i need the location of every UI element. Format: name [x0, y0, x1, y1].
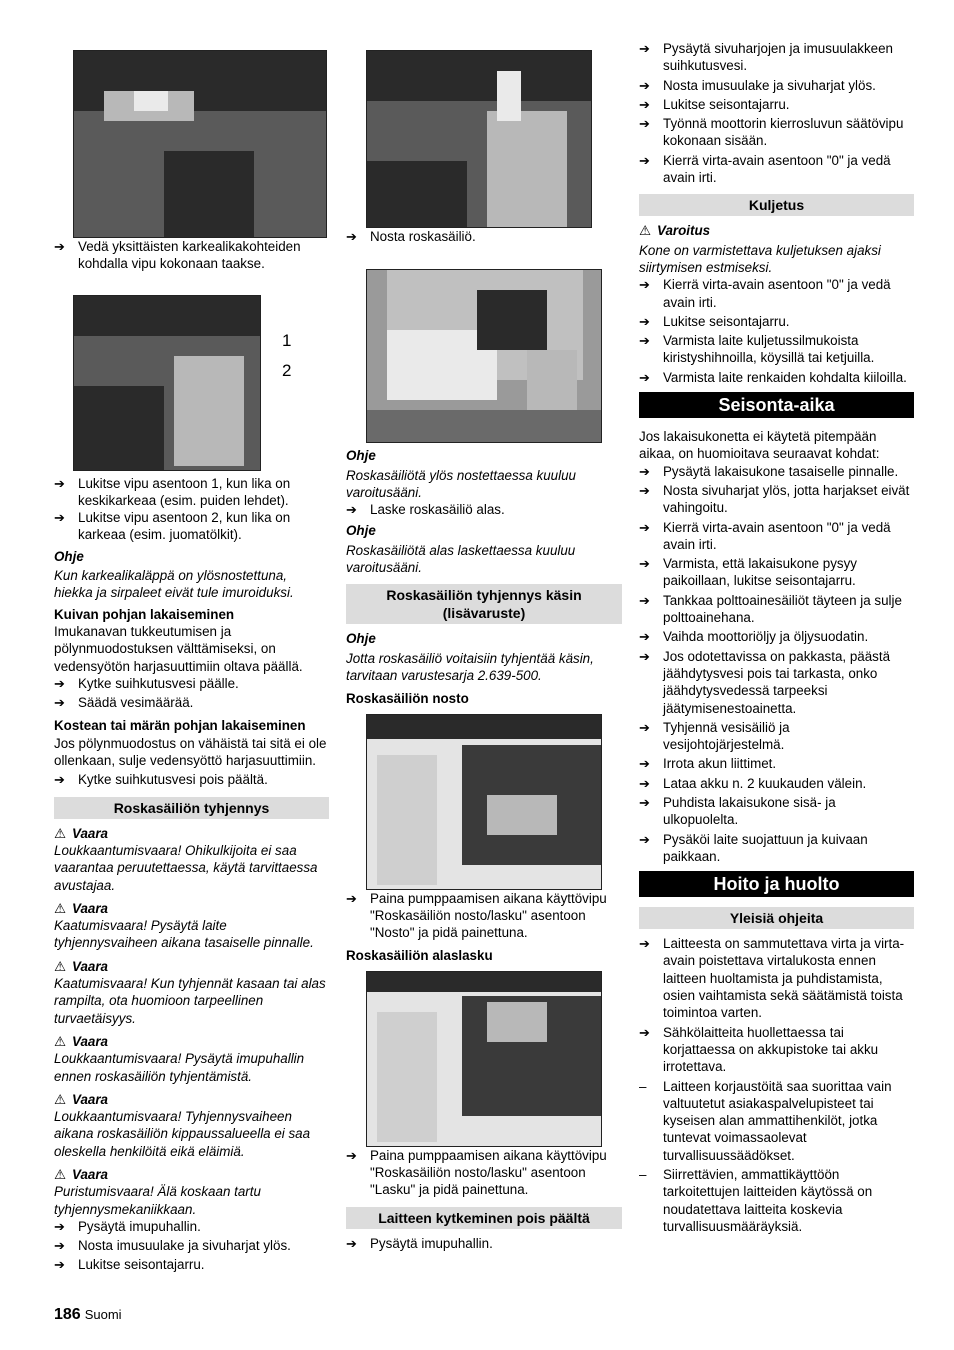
step: ➔ Nosta imusuulake ja sivuharjat ylös.: [54, 1238, 291, 1254]
paragraph: Imukanavan tukkeutumisen ja pölynmuodostuksen välttämiseksi, on vedensyötön harjasuuttimiin oltava päällä.: [54, 623, 303, 674]
arrow-right-icon: ➔: [639, 592, 650, 608]
arrow-right-icon: ➔: [639, 152, 650, 168]
page-footer: [54, 1306, 122, 1323]
arrow-right-icon: ➔: [639, 831, 650, 847]
step: ➔ Varmista laite renkaiden kohdalta kiiloilla.: [639, 369, 907, 385]
arrow-right-icon: ➔: [639, 629, 650, 645]
arrow-right-icon: ➔: [639, 116, 650, 132]
note-heading: Ohje: [346, 448, 376, 464]
arrow-right-icon: ➔: [639, 519, 650, 535]
step: ➔ Nosta roskasäiliö.: [346, 229, 476, 244]
step: ➔ Vedä yksittäisten karkealikakohteiden kohdalla vipu kokonaan taakse.: [54, 239, 301, 272]
arrow-right-icon: ➔: [639, 1024, 650, 1040]
section-bar: Laitteen kytkeminen pois päältä: [346, 1207, 622, 1229]
arrow-right-icon: ➔: [54, 675, 65, 691]
paragraph: Jos pölynmuodostus on vähäistä tai sitä ei ole ollenkaan, sulje vedensyöttö harjasuuttimiin.: [54, 735, 327, 769]
step: ➔ Kierrä virta-avain asentoon "0" ja vedä avain irti.: [639, 152, 891, 186]
arrow-right-icon: ➔: [639, 936, 650, 952]
step: ➔ Kierrä virta-avain asentoon "0" ja vedä avain irti.: [639, 519, 891, 552]
warning-triangle-icon: ⚠: [54, 1033, 67, 1049]
arrow-right-icon: ➔: [54, 1218, 65, 1234]
warning-heading: ⚠ Vaara: [54, 1033, 109, 1049]
section-heading: Kostean tai märän pohjan lakaiseminen: [54, 718, 306, 734]
note-text: Jotta roskasäiliö voitaisiin tyhjentää käsin, tarvitaan varustesarja 2.639-500.: [346, 650, 594, 683]
note-heading: Ohje: [346, 523, 376, 539]
callout-label-1: 1: [282, 331, 292, 350]
arrow-right-icon: ➔: [54, 475, 65, 491]
step: ➔ Irrota akun liittimet.: [639, 756, 777, 772]
section-heading: Roskasäiliön alaslasku: [346, 948, 493, 964]
arrow-right-icon: ➔: [639, 77, 650, 93]
arrow-right-icon: ➔: [639, 556, 650, 572]
list-item: – Siirrettävien, ammattikäyttöön tarkoitettujen laitteiden käytössä on noudatettava laitteita koskevia turvallisuusmääräyksiä.: [639, 1167, 873, 1234]
step: ➔ Varmista, että lakaisukone pysyy paikoillaan, lukitse seisontajarru.: [639, 556, 858, 589]
step: ➔ Lukitse seisontajarru.: [639, 313, 790, 329]
arrow-right-icon: ➔: [639, 775, 650, 791]
arrow-right-icon: ➔: [54, 1257, 65, 1273]
arrow-right-icon: ➔: [639, 369, 650, 385]
photo-sweeper-hopper-raised: [366, 269, 602, 443]
warning-text: Loukkaantumisvaara! Tyhjennysvaiheen aikana roskasäiliön kippaussalueella ei saa oleskella henkilöitä eikä eläimiä.: [54, 1109, 311, 1159]
arrow-right-icon: ➔: [346, 229, 357, 244]
warning-text: Kaatumisvaara! Kun tyhjennät kasaan tai alas rampilta, ota huomioon tarpeellinen turvaetäisyys.: [54, 976, 326, 1026]
warning-heading: ⚠ Vaara: [54, 958, 109, 974]
section-bar: Kuljetus: [639, 194, 914, 216]
warning-text: Puristumisvaara! Älä koskaan tartu tyhjennysmekaniikkaan.: [54, 1184, 261, 1217]
photo-lever-positions: [73, 295, 261, 471]
step: ➔ Lukitse vipu asentoon 1, kun lika on keskikarkeaa (esim. puiden lehdet).: [54, 475, 291, 508]
section-heading: Kuivan pohjan lakaiseminen: [54, 606, 235, 622]
warning-text: Loukkaantumisvaara! Pysäytä imupuhallin ennen roskasäiliön tyhjentämistä.: [54, 1051, 305, 1084]
step: ➔ Kytke suihkutusvesi pois päältä.: [54, 772, 268, 788]
chapter-bar: Seisonta-aika: [639, 392, 914, 418]
photo-lever-pull-back: [73, 50, 327, 238]
warning-triangle-icon: ⚠: [54, 825, 67, 841]
arrow-right-icon: ➔: [639, 756, 650, 772]
section-heading: Roskasäiliön nosto: [346, 691, 469, 707]
section-bar: Roskasäiliön tyhjennys käsin (lisävaruste): [346, 584, 622, 624]
photo-manual-lower-lever: [366, 971, 602, 1147]
list-item: – Laitteen korjaustöitä saa suorittaa vain valtuutetut asiakaspalvelupisteet tai kyseisen alan ammattihenkilöt, jotka tuntevat voimassaolevat turvallisuussäädökset.: [639, 1078, 892, 1163]
arrow-right-icon: ➔: [54, 510, 65, 526]
warning-triangle-icon: ⚠: [54, 1166, 67, 1182]
step: ➔ Kytke suihkutusvesi päälle.: [54, 675, 239, 691]
paragraph: Jos lakaisukonetta ei käytetä pitempään aikaa, on huomioitava seuraavat kohdat:: [639, 429, 880, 462]
warning-triangle-icon: ⚠: [54, 958, 67, 974]
step: ➔ Lukitse seisontajarru.: [639, 96, 790, 112]
warning-text: Kone on varmistettava kuljetuksen ajaksi siirtymisen estmiseksi.: [639, 242, 881, 275]
step: ➔ Paina pumppaamisen aikana käyttövipu "Roskasäiliön nosto/lasku" asentoon "Lasku" ja pidä painettuna.: [346, 1147, 607, 1198]
arrow-right-icon: ➔: [639, 648, 650, 664]
note-text: Roskasäiliötä alas laskettaessa kuuluu varoitusääni.: [346, 542, 576, 576]
arrow-right-icon: ➔: [639, 96, 650, 112]
section-bar: Roskasäiliön tyhjennys: [54, 797, 329, 819]
arrow-right-icon: ➔: [639, 719, 650, 735]
arrow-right-icon: ➔: [639, 482, 650, 498]
step: ➔ Nosta sivuharjat ylös, jotta harjakset eivät vahingoitu.: [639, 482, 910, 516]
arrow-right-icon: ➔: [639, 463, 650, 479]
arrow-right-icon: ➔: [346, 1235, 357, 1251]
column-3: [639, 40, 914, 1235]
step: ➔ Pysäytä imupuhallin.: [346, 1235, 493, 1251]
arrow-right-icon: ➔: [639, 794, 650, 810]
step: ➔ Laske roskasäiliö alas.: [346, 502, 505, 518]
arrow-right-icon: ➔: [346, 890, 357, 906]
step: ➔ Pysäytä lakaisukone tasaiselle pinnalle.: [639, 463, 899, 479]
step: ➔ Kierrä virta-avain asentoon "0" ja vedä avain irti.: [639, 277, 891, 310]
warning-heading: ⚠ Vaara: [54, 1091, 109, 1107]
note-text: Roskasäiliötä ylös nostettaessa kuuluu varoitusääni.: [346, 467, 577, 500]
step: ➔ Työnnä moottorin kierrosluvun säätövipu kokonaan sisään.: [639, 116, 904, 149]
arrow-right-icon: ➔: [54, 239, 65, 254]
step: ➔ Vaihda moottoriöljy ja öljysuodatin.: [639, 629, 869, 645]
step: ➔ Tyhjennä vesisäiliö ja vesijohtojärjestelmä.: [639, 719, 790, 753]
warning-heading: ⚠ Vaara: [54, 1166, 109, 1182]
warning-heading: ⚠ Vaara: [54, 900, 109, 916]
arrow-right-icon: ➔: [639, 41, 650, 56]
step: ➔ Laitteesta on sammutettava virta ja virta-avain poistettava virtalukosta ennen laitteen huoltamista ja puhdistamista, osien vaihtamista sekä säätämistä toista toimintoa varten.: [639, 936, 905, 1021]
step: ➔ Lukitse seisontajarru.: [54, 1257, 205, 1273]
step: ➔ Pysäytä sivuharjojen ja imusuulakkeen suihkutusvesi.: [639, 41, 893, 74]
step: ➔ Sähkölaitteita huollettaessa tai korjattaessa on akkupistoke tai akku irrotettava.: [639, 1024, 879, 1075]
note-heading: Ohje: [54, 548, 84, 564]
arrow-right-icon: ➔: [346, 1147, 357, 1163]
footer-language: Suomi: [84, 1307, 122, 1322]
photo-manual-lift-lever: [366, 714, 602, 890]
step: ➔ Jos odotettavissa on pakkasta, päästä jäähdytysvesi pois tai tarkasta, onko jäähdytysvedessä tarpeeksi jäätymisenestoainetta.: [639, 648, 891, 716]
arrow-right-icon: ➔: [639, 277, 650, 293]
step: ➔ Pysäytä imupuhallin.: [54, 1218, 201, 1234]
arrow-right-icon: ➔: [639, 333, 650, 349]
step: ➔ Nosta imusuulake ja sivuharjat ylös.: [639, 77, 876, 93]
column-1: [54, 40, 329, 1274]
note-heading: Ohje: [346, 631, 376, 647]
step: ➔ Lataa akku n. 2 kuukauden välein.: [639, 775, 867, 791]
arrow-right-icon: ➔: [54, 1238, 65, 1254]
warning-triangle-icon: ⚠: [54, 1091, 67, 1107]
column-2: [346, 40, 622, 1252]
step: ➔ Tankkaa polttoainesäiliöt täyteen ja sulje polttoainehana.: [639, 592, 902, 626]
step: ➔ Puhdista lakaisukone sisä- ja ulkopuolelta.: [639, 794, 836, 828]
callout-label-2: 2: [282, 361, 292, 380]
section-bar: Yleisiä ohjeita: [639, 907, 914, 929]
note-text: Kun karkealikaläppä on ylösnostettuna, hiekka ja sirpaleet eivät tule imuroiduksi.: [54, 568, 294, 601]
page-number: 186: [54, 1306, 81, 1323]
arrow-right-icon: ➔: [639, 313, 650, 329]
step: ➔ Lukitse vipu asentoon 2, kun lika on karkeaa (esim. juomatölkit).: [54, 510, 291, 543]
warning-heading: ⚠ Varoitus: [639, 223, 711, 239]
step: ➔ Pysäköi laite suojattuun ja kuivaan paikkaan.: [639, 831, 868, 864]
warning-text: Loukkaantumisvaara! Ohikulkijoita ei saa vaarantaa peruutettaessa, käytä tarvittaessa avustajaa.: [54, 842, 318, 893]
warning-heading: ⚠ Vaara: [54, 825, 109, 841]
warning-triangle-icon: ⚠: [54, 900, 67, 916]
step: ➔ Paina pumppaamisen aikana käyttövipu "Roskasäiliön nosto/lasku" asentoon "Nosto" ja pidä painettuna.: [346, 890, 607, 941]
step: ➔ Varmista laite kuljetussilmukoista kiristyshihnoilla, köysillä tai ketjuilla.: [639, 333, 875, 366]
warning-triangle-icon: ⚠: [639, 223, 652, 239]
arrow-right-icon: ➔: [346, 502, 357, 518]
warning-text: Kaatumisvaara! Pysäytä laite tyhjennysvaiheen aikana tasaiselle pinnalle.: [54, 918, 314, 951]
step: ➔ Säädä vesimäärää.: [54, 695, 194, 711]
arrow-right-icon: ➔: [54, 772, 65, 788]
chapter-bar: Hoito ja huolto: [639, 871, 914, 897]
arrow-right-icon: ➔: [54, 695, 65, 711]
photo-lift-button: [366, 50, 592, 228]
